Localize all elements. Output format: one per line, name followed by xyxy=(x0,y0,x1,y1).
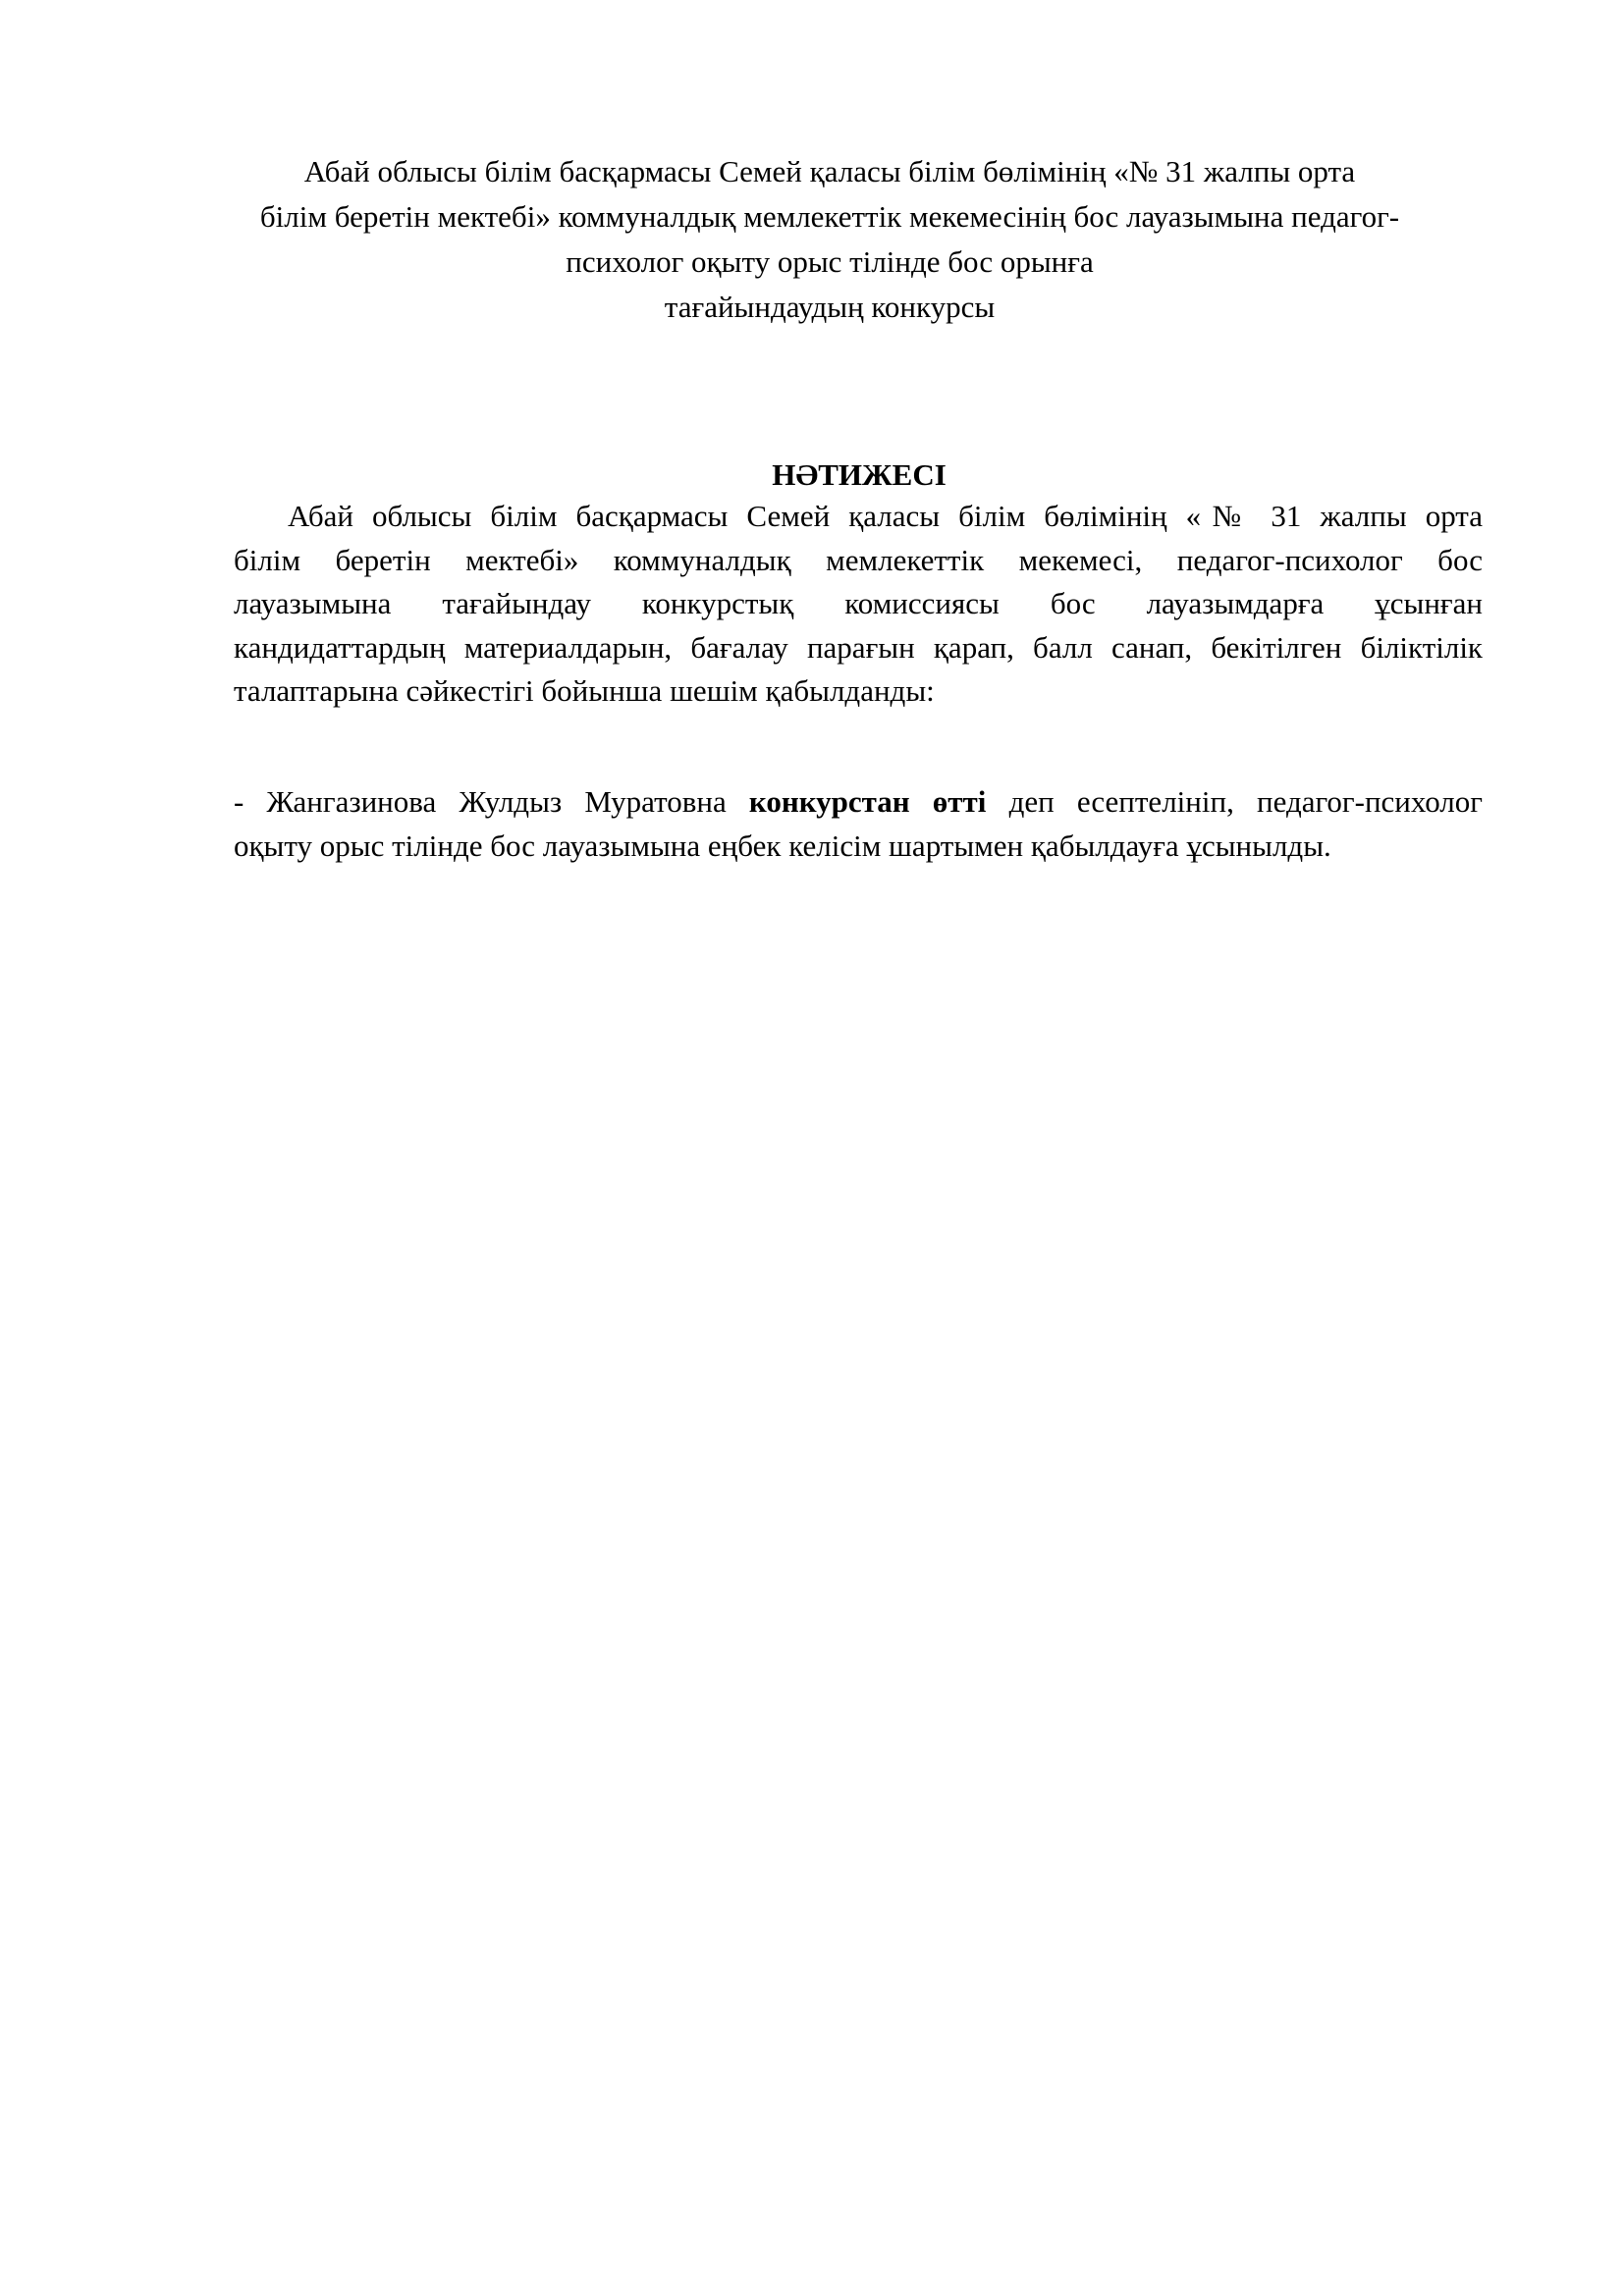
result-heading: НӘТИЖЕСІ xyxy=(772,457,947,492)
paragraph-line: талаптарына сәйкестігі бойынша шешім қабылданды: xyxy=(234,673,935,708)
title-line: Абай облысы білім басқармасы Семей қаласы білім бөлімінің «№ 31 жалпы орта xyxy=(303,154,1356,188)
title-line: психолог оқыту орыс тілінде бос орынға xyxy=(566,244,1094,279)
result-status: конкурстан өтті xyxy=(748,784,987,819)
paragraph-line: білім беретін мектебі» коммуналдық мемлекеттік мекемесі, педагог-психолог бос xyxy=(234,542,1483,577)
result-line xyxy=(234,780,1483,825)
paragraph-line: Абай облысы білім басқармасы Семей қаласы білім бөлімінің «№ 31 жалпы орта xyxy=(288,499,1483,533)
decision-paragraph xyxy=(234,495,1483,714)
document-title xyxy=(236,149,1424,330)
paragraph-line: лауазымына тағайындау конкурстық комиссиясы бос лауазымдарға ұсынған xyxy=(234,586,1483,620)
result-line: оқыту орыс тілінде бос лауазымына еңбек келісім шартымен қабылдауға ұсынылды. xyxy=(234,828,1331,863)
candidate-result-paragraph xyxy=(234,780,1483,868)
title-line: білім беретін мектебі» коммуналдық мемлекеттік мекемесінің бос лауазымына педагог- xyxy=(259,199,1400,234)
candidate-name: - Жангазинова Жулдыз Муратовна xyxy=(234,784,749,819)
result-suffix: деп есептелініп, педагог-психолог xyxy=(986,784,1483,819)
paragraph-line: кандидаттардың материалдарын, бағалау парағын қарап, балл санап, бекітілген біліктілік xyxy=(234,629,1483,665)
title-line: тағайындаудың конкурсы xyxy=(664,290,996,324)
